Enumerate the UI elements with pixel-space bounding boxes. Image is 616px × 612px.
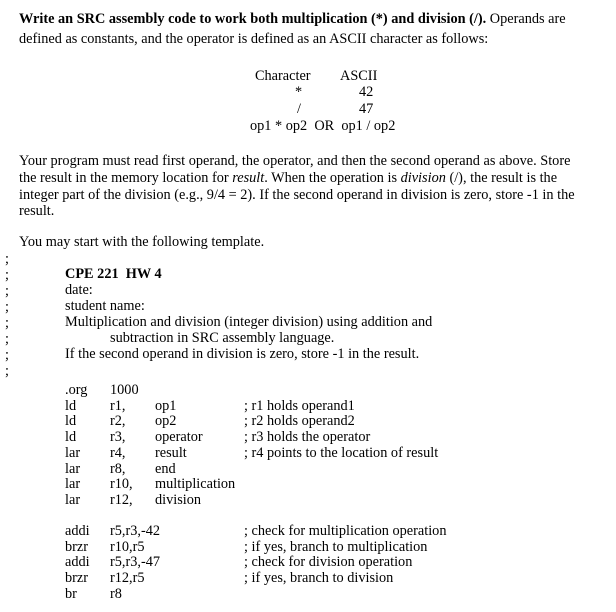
intro-line-1 <box>19 11 566 27</box>
comment-semicolon: ; <box>5 347 9 363</box>
code-operand: result <box>155 444 187 461</box>
code-operand: op1 <box>155 397 177 414</box>
code-operand: division <box>155 491 202 508</box>
code-register: r2, <box>110 413 126 430</box>
text: the result in the memory location for <box>19 170 233 186</box>
code-mnemonic: lar <box>65 476 81 493</box>
student-line: student name: <box>65 298 145 314</box>
text-italic: division <box>400 170 446 186</box>
code-mnemonic: lar <box>65 460 81 477</box>
code-operands: r10,r5 <box>110 538 145 555</box>
text: . When the operation is <box>264 170 401 186</box>
code-mnemonic: brzr <box>65 538 89 555</box>
code-mnemonic: addi <box>65 523 90 539</box>
comment-semicolon: ; <box>5 363 9 379</box>
code-register: r1, <box>110 397 126 414</box>
code-comment: ; r2 holds operand2 <box>244 413 355 430</box>
comment-semicolon: ; <box>5 267 9 283</box>
code-register: 1000 <box>110 382 139 398</box>
code-mnemonic: .org <box>65 382 88 398</box>
code-operands: r5,r3,-47 <box>110 554 161 571</box>
desc-line: If the second operand in division is zero, store -1 in the result. <box>65 346 420 362</box>
paragraph-line: result. <box>19 203 55 219</box>
code-comment: ; r4 points to the location of result <box>244 444 439 461</box>
comment-semicolon: ; <box>5 283 9 299</box>
desc-line: subtraction in SRC assembly language. <box>110 330 335 346</box>
comment-semicolon: ; <box>5 315 9 331</box>
code-mnemonic: lar <box>65 444 81 461</box>
code-operand: op2 <box>155 413 177 430</box>
code-register: r10, <box>110 476 133 493</box>
code-operand: multiplication <box>155 476 236 493</box>
code-mnemonic: ld <box>65 397 77 414</box>
code-operand: end <box>155 460 176 477</box>
code-mnemonic: ld <box>65 429 77 446</box>
template-intro: You may start with the following template. <box>19 234 265 250</box>
code-comment: ; r1 holds operand1 <box>244 397 355 414</box>
paragraph-line <box>19 170 557 186</box>
table-cell: 47 <box>359 101 374 117</box>
code-register: r4, <box>110 444 126 461</box>
table-expression: op1 * op2 OR op1 / op2 <box>250 118 396 134</box>
code-mnemonic: br <box>65 585 77 602</box>
code-comment: ; if yes, branch to division <box>244 570 394 587</box>
intro-line-2: defined as constants, and the operator is defined as an ASCII character as follows: <box>19 31 489 47</box>
code-comment: ; check for division operation <box>244 554 413 571</box>
code-operands: r8 <box>110 585 122 602</box>
code-register: r3, <box>110 429 126 446</box>
comment-semicolon: ; <box>5 299 9 315</box>
text: (/), the result is the <box>445 170 558 186</box>
code-comment: ; if yes, branch to multiplication <box>244 538 428 555</box>
table-cell: 42 <box>359 84 374 100</box>
code-comment: ; check for multiplication operation <box>244 523 447 539</box>
code-register: r8, <box>110 460 126 477</box>
code-operand: operator <box>155 429 203 446</box>
date-line: date: <box>65 282 93 298</box>
text-italic: result <box>232 170 265 186</box>
paragraph-line: integer part of the division (e.g., 9/4 = 2). If the second operand in division is zero, store -1 in the <box>19 187 575 203</box>
code-mnemonic: addi <box>65 554 90 571</box>
table-header-ascii: ASCII <box>340 68 378 84</box>
table-cell: * <box>295 84 303 100</box>
code-mnemonic: ld <box>65 413 77 430</box>
desc-line: Multiplication and division (integer division) using addition and <box>65 314 433 330</box>
table-header-character: Character <box>255 68 311 84</box>
code-mnemonic: lar <box>65 491 81 508</box>
intro-bold: Write an SRC assembly code to work both multiplication (*) and division (/). <box>19 11 487 27</box>
code-mnemonic: brzr <box>65 570 89 587</box>
code-operands: r5,r3,-42 <box>110 523 161 539</box>
code-operands: r12,r5 <box>110 570 145 587</box>
comment-semicolon: ; <box>5 251 9 267</box>
hw-title: CPE 221 HW 4 <box>65 266 162 282</box>
paragraph-line: Your program must read first operand, the operator, and then the second operand as above. Store <box>19 153 571 169</box>
code-comment: ; r3 holds the operator <box>244 429 371 446</box>
comment-semicolon: ; <box>5 331 9 347</box>
code-register: r12, <box>110 491 133 508</box>
table-cell: / <box>297 101 301 117</box>
intro-rest: Operands are <box>486 11 566 27</box>
